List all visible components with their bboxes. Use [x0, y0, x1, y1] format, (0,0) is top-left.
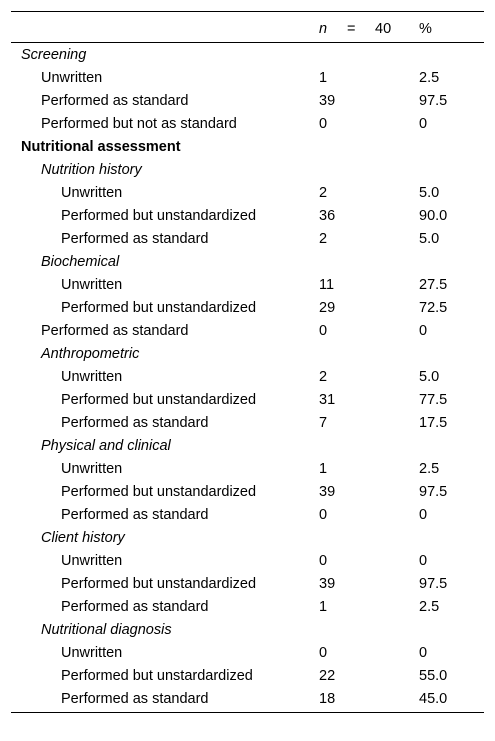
table-body: [11, 43, 484, 712]
row-label: Performed as standard: [61, 507, 209, 523]
header-total: 40: [375, 21, 392, 37]
table-row: [11, 596, 484, 619]
table-row: [11, 412, 484, 435]
count-cell: 18: [319, 691, 336, 707]
percent-cell: 5.0: [419, 369, 440, 385]
table-row: [11, 44, 484, 67]
percent-cell: 77.5: [419, 392, 448, 408]
table-row: [11, 343, 484, 366]
percent-cell: 97.5: [419, 576, 448, 592]
section-label: Nutritional assessment: [21, 139, 181, 155]
header-equals: =: [347, 21, 356, 37]
bottom-rule: [11, 712, 484, 713]
table-row: [11, 182, 484, 205]
row-label: Unwritten: [61, 277, 123, 293]
row-label: Unwritten: [61, 553, 123, 569]
header-n: n: [319, 21, 328, 37]
row-label: Unwritten: [61, 461, 123, 477]
count-cell: 22: [319, 668, 336, 684]
percent-cell: 2.5: [419, 599, 440, 615]
count-cell: 2: [319, 369, 328, 385]
table-row: [11, 228, 484, 251]
percent-cell: 0: [419, 116, 428, 132]
row-label: Unwritten: [61, 185, 123, 201]
row-label: Performed as standard: [61, 231, 209, 247]
percent-cell: 0: [419, 553, 428, 569]
count-cell: 1: [319, 70, 328, 86]
table-row: [11, 527, 484, 550]
percent-cell: 72.5: [419, 300, 448, 316]
row-label: Performed but unstandardized: [61, 392, 257, 408]
table-row: [11, 136, 484, 159]
percent-cell: 45.0: [419, 691, 448, 707]
count-cell: 0: [319, 116, 328, 132]
section-label: Anthropometric: [41, 346, 140, 362]
percent-cell: 2.5: [419, 461, 440, 477]
table-header: [11, 12, 484, 42]
header-percent: %: [419, 21, 432, 37]
row-label: Performed as standard: [41, 323, 189, 339]
table-row: [11, 665, 484, 688]
count-cell: 39: [319, 484, 336, 500]
row-label: Performed but unstandardized: [61, 576, 257, 592]
count-cell: 7: [319, 415, 328, 431]
row-label: Performed as standard: [61, 691, 209, 707]
row-label: Performed but unstandardized: [61, 484, 257, 500]
percent-cell: 27.5: [419, 277, 448, 293]
count-cell: 29: [319, 300, 336, 316]
count-cell: 1: [319, 461, 328, 477]
table-row: [11, 435, 484, 458]
section-label: Biochemical: [41, 254, 120, 270]
table-row: [11, 504, 484, 527]
table-row: [11, 113, 484, 136]
count-cell: 1: [319, 599, 328, 615]
count-cell: 0: [319, 507, 328, 523]
count-cell: 0: [319, 553, 328, 569]
count-cell: 39: [319, 93, 336, 109]
section-label: Screening: [21, 47, 87, 63]
section-label: Nutritional diagnosis: [41, 622, 172, 638]
percent-cell: 2.5: [419, 70, 440, 86]
table-row: [11, 67, 484, 90]
section-label: Physical and clinical: [41, 438, 171, 454]
table-row: [11, 320, 484, 343]
row-label: Performed but not as standard: [41, 116, 237, 132]
table-row: [11, 573, 484, 596]
row-label: Unwritten: [61, 645, 123, 661]
percent-cell: 97.5: [419, 93, 448, 109]
count-cell: 11: [319, 277, 335, 293]
count-cell: 2: [319, 185, 328, 201]
table-row: [11, 481, 484, 504]
percent-cell: 5.0: [419, 231, 440, 247]
table-row: [11, 688, 484, 711]
row-label: Performed as standard: [61, 599, 209, 615]
count-cell: 2: [319, 231, 328, 247]
table-row: [11, 550, 484, 573]
percent-cell: 90.0: [419, 208, 448, 224]
percent-cell: 0: [419, 323, 428, 339]
percent-cell: 55.0: [419, 668, 448, 684]
percent-cell: 0: [419, 645, 428, 661]
section-label: Client history: [41, 530, 125, 546]
row-label: Performed as standard: [61, 415, 209, 431]
table-row: [11, 642, 484, 665]
section-label: Nutrition history: [41, 162, 142, 178]
percent-cell: 17.5: [419, 415, 448, 431]
table-row: [11, 389, 484, 412]
row-label: Performed but unstardardized: [61, 668, 253, 684]
count-cell: 0: [319, 323, 328, 339]
count-cell: 36: [319, 208, 336, 224]
count-cell: 31: [319, 392, 336, 408]
table-row: [11, 619, 484, 642]
table-row: [11, 205, 484, 228]
table-row: [11, 251, 484, 274]
count-cell: 39: [319, 576, 336, 592]
table-row: [11, 274, 484, 297]
row-label: Unwritten: [61, 369, 123, 385]
table-row: [11, 90, 484, 113]
percent-cell: 97.5: [419, 484, 448, 500]
table-row: [11, 159, 484, 182]
row-label: Performed as standard: [41, 93, 189, 109]
percent-cell: 5.0: [419, 185, 440, 201]
table-row: [11, 366, 484, 389]
table-row: [11, 297, 484, 320]
count-cell: 0: [319, 645, 328, 661]
row-label: Unwritten: [41, 70, 103, 86]
table-row: [11, 458, 484, 481]
row-label: Performed but unstandardized: [61, 208, 257, 224]
percent-cell: 0: [419, 507, 428, 523]
data-table: [11, 11, 484, 713]
row-label: Performed but unstandardized: [61, 300, 257, 316]
